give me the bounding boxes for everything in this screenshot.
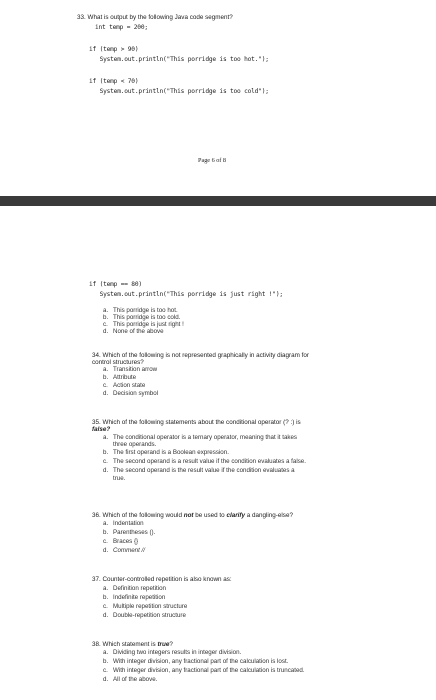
option-38d: d. All of the above.	[103, 676, 158, 683]
option-33b: b. This porridge is too cold.	[103, 314, 181, 321]
option-33a: a. This porridge is too hot.	[103, 307, 178, 314]
page-6	[0, 0, 436, 196]
option-35a-cont: three operands.	[113, 441, 157, 448]
code-line: int temp = 200;	[95, 24, 148, 31]
question-36-title: 36. Which of the following would not be used to clarify a dangling-else?	[92, 512, 293, 519]
page-separator	[0, 196, 436, 206]
page-7	[0, 206, 436, 700]
option-33c: c. This porridge is just right !	[103, 321, 184, 328]
code-line: System.out.println("This porridge is too cold");	[89, 88, 269, 95]
code-line: if (temp == 80)	[89, 281, 142, 288]
option-38b: b. With integer division, any fractional part of the calculation is lost.	[103, 658, 289, 665]
option-34a: a. Transition arrow	[103, 366, 158, 373]
option-35d-cont: true.	[113, 475, 126, 482]
option-38c: c. With integer division, any fractional part of the calculation is truncated.	[103, 667, 305, 674]
option-36a: a. Indentation	[103, 520, 144, 527]
option-38a: a. Dividing two integers results in integer division.	[103, 649, 242, 656]
option-37d: d. Double-repetition structure	[103, 612, 186, 619]
option-35c: c. The second operand is a result value if the condition evaluates a false.	[103, 458, 306, 465]
question-34-title: 34. Which of the following is not represented graphically in activity diagram for	[92, 352, 309, 359]
option-36b: b. Parentheses ().	[103, 529, 156, 536]
option-35b: b. The first operand is a Boolean expression.	[103, 449, 229, 456]
code-line: System.out.println("This porridge is too hot.");	[89, 56, 269, 63]
option-37b: b. Indefinite repetition	[103, 594, 166, 601]
option-34d: d. Decision symbol	[103, 390, 159, 397]
question-35-emphasis: false?	[92, 426, 111, 433]
question-35-title: 35. Which of the following statements about the conditional operator (? :) is	[92, 419, 301, 426]
option-36d: d. Comment //	[103, 547, 145, 554]
option-34c: c. Action state	[103, 382, 146, 389]
page-number: Page 6 of 8	[198, 157, 227, 164]
code-line: System.out.println("This porridge is just right !");	[89, 291, 283, 298]
question-38-title: 38. Which statement is true?	[92, 641, 173, 648]
question-33-title: 33. What is output by the following Java code segment?	[77, 14, 233, 21]
option-35a: a. The conditional operator is a ternary operator, meaning that it takes	[103, 434, 298, 441]
option-35d: d. The second operand is the result value if the condition evaluates a	[103, 467, 295, 474]
option-37c: c. Multiple repetition structure	[103, 603, 188, 610]
code-line: if (temp < 70)	[89, 78, 139, 85]
option-34b: b. Attribute	[103, 374, 137, 381]
question-34-title-cont: control structures?	[92, 359, 144, 366]
code-line: if (temp > 90)	[89, 46, 139, 53]
option-36c: c. Braces {}	[103, 538, 139, 545]
option-37a: a. Definition repetition	[103, 585, 166, 592]
option-33d: d. None of the above	[103, 328, 164, 335]
question-37-title: 37. Counter-controlled repetition is also known as:	[92, 576, 232, 583]
